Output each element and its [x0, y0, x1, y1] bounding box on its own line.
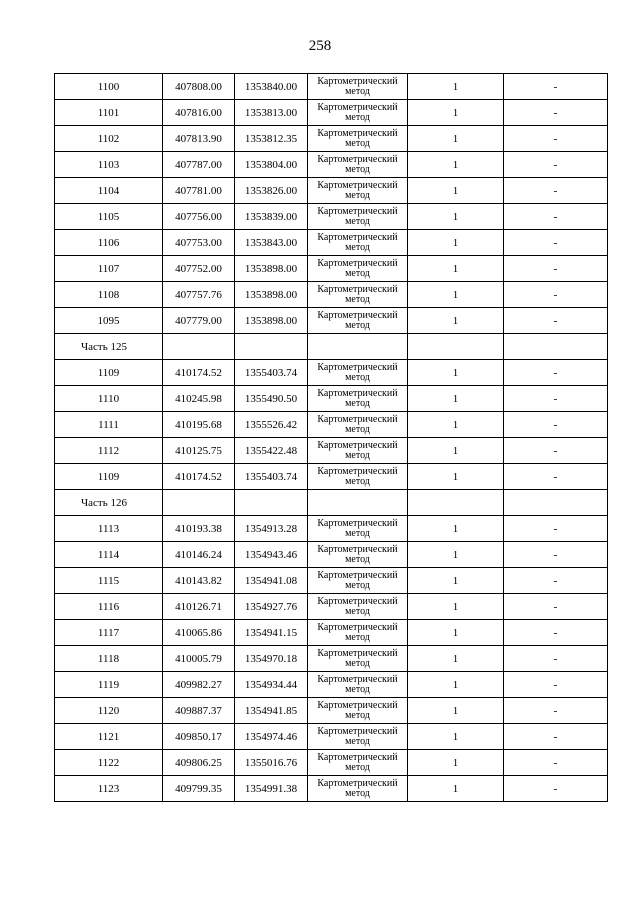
x-coordinate-cell: 407779.00: [163, 308, 235, 334]
table-row: [55, 646, 608, 672]
table-row: [55, 230, 608, 256]
table-row: [55, 776, 608, 802]
part-header-row: [55, 490, 608, 516]
y-coordinate-cell: 1353826.00: [235, 178, 308, 204]
method-cell: Картометрический метод: [308, 698, 408, 724]
method-cell: Картометрический метод: [308, 152, 408, 178]
table-row: [55, 386, 608, 412]
point-id-cell: 1114: [55, 542, 163, 568]
part-label: Часть 125: [55, 334, 163, 360]
method-cell: Картометрический метод: [308, 438, 408, 464]
y-coordinate-cell: 1355490.50: [235, 386, 308, 412]
value-cell: 1: [408, 438, 504, 464]
value-cell: 1: [408, 100, 504, 126]
y-coordinate-cell: 1353843.00: [235, 230, 308, 256]
method-cell: Картометрический метод: [308, 282, 408, 308]
dash-cell: -: [504, 126, 608, 152]
method-cell: Картометрический метод: [308, 230, 408, 256]
method-cell: Картометрический метод: [308, 776, 408, 802]
empty-cell: [235, 334, 308, 360]
value-cell: 1: [408, 776, 504, 802]
x-coordinate-cell: 410193.38: [163, 516, 235, 542]
point-id-cell: 1107: [55, 256, 163, 282]
x-coordinate-cell: 407808.00: [163, 74, 235, 100]
value-cell: 1: [408, 724, 504, 750]
y-coordinate-cell: 1354941.85: [235, 698, 308, 724]
x-coordinate-cell: 410174.52: [163, 464, 235, 490]
y-coordinate-cell: 1354970.18: [235, 646, 308, 672]
y-coordinate-cell: 1354941.15: [235, 620, 308, 646]
x-coordinate-cell: 409887.37: [163, 698, 235, 724]
dash-cell: -: [504, 360, 608, 386]
value-cell: 1: [408, 152, 504, 178]
dash-cell: -: [504, 672, 608, 698]
point-id-cell: 1123: [55, 776, 163, 802]
dash-cell: -: [504, 412, 608, 438]
point-id-cell: 1100: [55, 74, 163, 100]
y-coordinate-cell: 1353812.35: [235, 126, 308, 152]
y-coordinate-cell: 1353813.00: [235, 100, 308, 126]
y-coordinate-cell: 1354941.08: [235, 568, 308, 594]
dash-cell: -: [504, 178, 608, 204]
y-coordinate-cell: 1355016.76: [235, 750, 308, 776]
x-coordinate-cell: 407756.00: [163, 204, 235, 230]
method-cell: Картометрический метод: [308, 568, 408, 594]
y-coordinate-cell: 1353839.00: [235, 204, 308, 230]
table-row: [55, 464, 608, 490]
point-id-cell: 1101: [55, 100, 163, 126]
x-coordinate-cell: 410143.82: [163, 568, 235, 594]
point-id-cell: 1109: [55, 464, 163, 490]
value-cell: 1: [408, 360, 504, 386]
table-row: [55, 516, 608, 542]
dash-cell: -: [504, 516, 608, 542]
dash-cell: -: [504, 230, 608, 256]
table-row: [55, 568, 608, 594]
x-coordinate-cell: 407781.00: [163, 178, 235, 204]
dash-cell: -: [504, 74, 608, 100]
method-cell: Картометрический метод: [308, 542, 408, 568]
method-cell: Картометрический метод: [308, 74, 408, 100]
value-cell: 1: [408, 74, 504, 100]
point-id-cell: 1110: [55, 386, 163, 412]
point-id-cell: 1095: [55, 308, 163, 334]
x-coordinate-cell: 410245.98: [163, 386, 235, 412]
method-cell: Картометрический метод: [308, 178, 408, 204]
y-coordinate-cell: 1353898.00: [235, 282, 308, 308]
point-id-cell: 1122: [55, 750, 163, 776]
point-id-cell: 1119: [55, 672, 163, 698]
value-cell: 1: [408, 698, 504, 724]
dash-cell: -: [504, 698, 608, 724]
page-number: 258: [308, 38, 332, 54]
value-cell: 1: [408, 178, 504, 204]
y-coordinate-cell: 1354974.46: [235, 724, 308, 750]
empty-cell: [408, 334, 504, 360]
dash-cell: -: [504, 750, 608, 776]
table-row: [55, 672, 608, 698]
empty-cell: [163, 490, 235, 516]
x-coordinate-cell: 407752.00: [163, 256, 235, 282]
x-coordinate-cell: 410125.75: [163, 438, 235, 464]
value-cell: 1: [408, 672, 504, 698]
value-cell: 1: [408, 620, 504, 646]
table-row: [55, 698, 608, 724]
point-id-cell: 1112: [55, 438, 163, 464]
dash-cell: -: [504, 776, 608, 802]
table-row: [55, 74, 608, 100]
y-coordinate-cell: 1354927.76: [235, 594, 308, 620]
point-id-cell: 1113: [55, 516, 163, 542]
table-row: [55, 412, 608, 438]
value-cell: 1: [408, 464, 504, 490]
x-coordinate-cell: 410065.86: [163, 620, 235, 646]
value-cell: 1: [408, 412, 504, 438]
part-header-row: [55, 334, 608, 360]
y-coordinate-cell: 1354943.46: [235, 542, 308, 568]
dash-cell: -: [504, 620, 608, 646]
point-id-cell: 1116: [55, 594, 163, 620]
x-coordinate-cell: 410195.68: [163, 412, 235, 438]
table-row: [55, 542, 608, 568]
x-coordinate-cell: 407787.00: [163, 152, 235, 178]
dash-cell: -: [504, 594, 608, 620]
method-cell: Картометрический метод: [308, 360, 408, 386]
point-id-cell: 1117: [55, 620, 163, 646]
method-cell: Картометрический метод: [308, 516, 408, 542]
method-cell: Картометрический метод: [308, 204, 408, 230]
point-id-cell: 1118: [55, 646, 163, 672]
empty-cell: [308, 334, 408, 360]
value-cell: 1: [408, 646, 504, 672]
value-cell: 1: [408, 386, 504, 412]
point-id-cell: 1115: [55, 568, 163, 594]
x-coordinate-cell: 410005.79: [163, 646, 235, 672]
x-coordinate-cell: 410126.71: [163, 594, 235, 620]
table-row: [55, 750, 608, 776]
y-coordinate-cell: 1353804.00: [235, 152, 308, 178]
y-coordinate-cell: 1354991.38: [235, 776, 308, 802]
dash-cell: -: [504, 282, 608, 308]
value-cell: 1: [408, 126, 504, 152]
point-id-cell: 1103: [55, 152, 163, 178]
method-cell: Картометрический метод: [308, 750, 408, 776]
point-id-cell: 1105: [55, 204, 163, 230]
y-coordinate-cell: 1355526.42: [235, 412, 308, 438]
x-coordinate-cell: 407816.00: [163, 100, 235, 126]
dash-cell: -: [504, 256, 608, 282]
dash-cell: -: [504, 386, 608, 412]
y-coordinate-cell: 1355422.48: [235, 438, 308, 464]
dash-cell: -: [504, 438, 608, 464]
dash-cell: -: [504, 542, 608, 568]
value-cell: 1: [408, 542, 504, 568]
y-coordinate-cell: 1353898.00: [235, 256, 308, 282]
table-row: [55, 178, 608, 204]
y-coordinate-cell: 1354913.28: [235, 516, 308, 542]
method-cell: Картометрический метод: [308, 386, 408, 412]
method-cell: Картометрический метод: [308, 412, 408, 438]
coordinates-table: [54, 73, 608, 802]
x-coordinate-cell: 409799.35: [163, 776, 235, 802]
y-coordinate-cell: 1353840.00: [235, 74, 308, 100]
method-cell: Картометрический метод: [308, 126, 408, 152]
empty-cell: [408, 490, 504, 516]
value-cell: 1: [408, 516, 504, 542]
y-coordinate-cell: 1355403.74: [235, 360, 308, 386]
table-row: [55, 256, 608, 282]
method-cell: Картометрический метод: [308, 724, 408, 750]
point-id-cell: 1106: [55, 230, 163, 256]
coordinates-table-body: [55, 74, 608, 802]
x-coordinate-cell: 409850.17: [163, 724, 235, 750]
dash-cell: -: [504, 568, 608, 594]
method-cell: Картометрический метод: [308, 646, 408, 672]
empty-cell: [308, 490, 408, 516]
x-coordinate-cell: 407753.00: [163, 230, 235, 256]
method-cell: Картометрический метод: [308, 594, 408, 620]
table-row: [55, 308, 608, 334]
dash-cell: -: [504, 724, 608, 750]
method-cell: Картометрический метод: [308, 100, 408, 126]
dash-cell: -: [504, 152, 608, 178]
dash-cell: -: [504, 646, 608, 672]
table-row: [55, 204, 608, 230]
table-row: [55, 724, 608, 750]
part-label: Часть 126: [55, 490, 163, 516]
y-coordinate-cell: 1353898.00: [235, 308, 308, 334]
method-cell: Картометрический метод: [308, 256, 408, 282]
empty-cell: [235, 490, 308, 516]
value-cell: 1: [408, 750, 504, 776]
table-row: [55, 100, 608, 126]
point-id-cell: 1104: [55, 178, 163, 204]
value-cell: 1: [408, 256, 504, 282]
dash-cell: -: [504, 204, 608, 230]
table-row: [55, 126, 608, 152]
value-cell: 1: [408, 308, 504, 334]
value-cell: 1: [408, 568, 504, 594]
point-id-cell: 1109: [55, 360, 163, 386]
table-row: [55, 282, 608, 308]
value-cell: 1: [408, 594, 504, 620]
point-id-cell: 1108: [55, 282, 163, 308]
value-cell: 1: [408, 230, 504, 256]
table-row: [55, 438, 608, 464]
table-row: [55, 152, 608, 178]
x-coordinate-cell: 407757.76: [163, 282, 235, 308]
x-coordinate-cell: 407813.90: [163, 126, 235, 152]
empty-cell: [163, 334, 235, 360]
x-coordinate-cell: 410146.24: [163, 542, 235, 568]
empty-cell: [504, 334, 608, 360]
value-cell: 1: [408, 282, 504, 308]
x-coordinate-cell: 410174.52: [163, 360, 235, 386]
x-coordinate-cell: 409806.25: [163, 750, 235, 776]
value-cell: 1: [408, 204, 504, 230]
point-id-cell: 1121: [55, 724, 163, 750]
point-id-cell: 1120: [55, 698, 163, 724]
table-row: [55, 594, 608, 620]
method-cell: Картометрический метод: [308, 308, 408, 334]
y-coordinate-cell: 1355403.74: [235, 464, 308, 490]
dash-cell: -: [504, 308, 608, 334]
point-id-cell: 1111: [55, 412, 163, 438]
method-cell: Картометрический метод: [308, 620, 408, 646]
empty-cell: [504, 490, 608, 516]
x-coordinate-cell: 409982.27: [163, 672, 235, 698]
table-row: [55, 360, 608, 386]
table-row: [55, 620, 608, 646]
method-cell: Картометрический метод: [308, 672, 408, 698]
method-cell: Картометрический метод: [308, 464, 408, 490]
dash-cell: -: [504, 100, 608, 126]
y-coordinate-cell: 1354934.44: [235, 672, 308, 698]
dash-cell: -: [504, 464, 608, 490]
point-id-cell: 1102: [55, 126, 163, 152]
